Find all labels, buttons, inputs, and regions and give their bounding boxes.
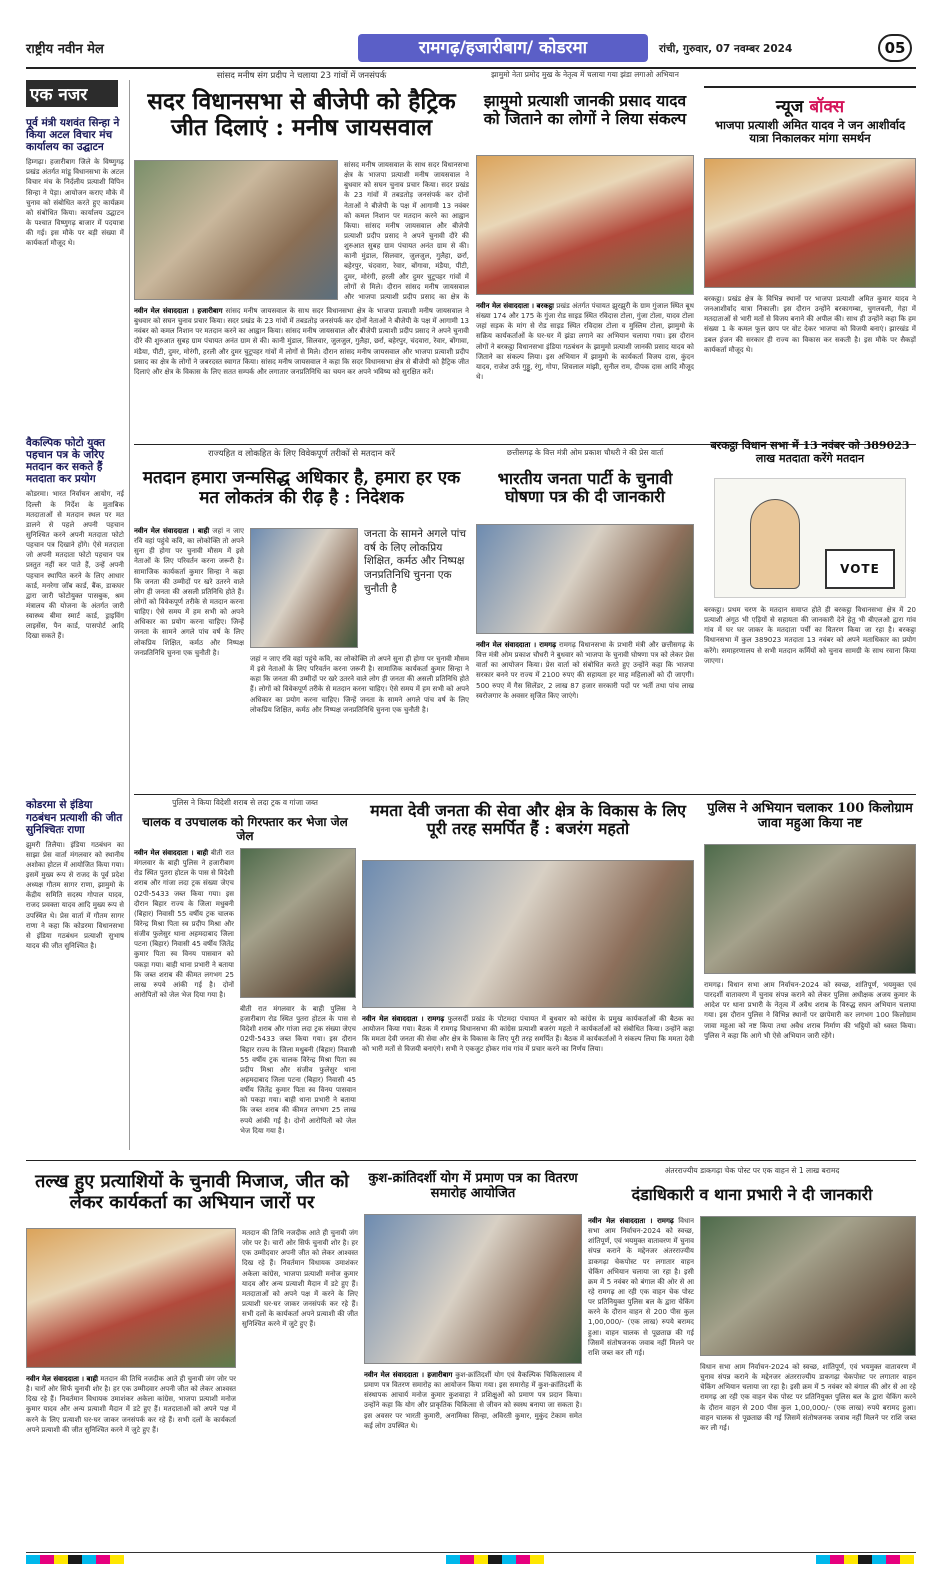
story10-dateline: नवीन मेल संवाददाता । रामगढ़	[588, 1217, 674, 1225]
story9-dateline: नवीन मेल संवाददाता । हजारीबाग	[364, 1371, 453, 1379]
brief2-title: वैकल्पिक फोटो युक्त पहचान पत्र के जरिए मतदान कर सकते हैं मतदाता कर प्रयोग	[26, 437, 105, 486]
ballot-box	[825, 549, 895, 589]
registration-swatch	[110, 1555, 124, 1564]
brief3-body: झुमरी तिलैया। इंडिया गठबंधन का साझा प्रेस वार्ता मंगलवार को स्थानीय अशोका होटल में आयोजित किया गया। इसमें मुख्य रूप से राजद के पूर्व प्रदेश अध्यक्ष गौतम सागर राणा, झामुमो के केंद्रीय समिति सदस्य गोपाल यादव, राजद प्रवक्ता यादव आदि मुख्य रूप से उपस्थित थे। प्रेस वार्ता में गौतम सागर राणा ने कहा कि कोडरमा विधानसभा से इंडिया गठबंधन प्रत्याशी सुभाष यादव की जीत सुनिश्चित है।	[26, 840, 124, 951]
voter-figure	[750, 499, 800, 589]
story4	[476, 448, 694, 788]
story2	[476, 70, 694, 440]
story10-photo	[700, 1216, 916, 1356]
story5-body: बीती रात मंगलवार के बाही पुलिस ने हजारीबाग रोड स्थित पुतरा होटल के पास से विदेशी शराब और गांजा लदा ट्रक संख्या जेएच 02पी-5433 जब्त किया गया। इस दौरान बिहार राज्य के जिला मधुबनी (बिहार) निवासी 55 वर्षीय ट्रक चालक विरेन्द्र मिश्रा पिता स्व प्रदीप मिश्रा और संजीव फुलेसुर थाना अहमदाबाद जिला पटना (बिहार) निवासी 45 वर्षीय जितेंद्र कुमार पिता स्व विनय पासवान को पकड़ा गया। बाही थाना प्रभारी ने बताया कि जब्त शराब की कीमत लगभग 25 लाख रुपये आंकी गई है। दोनों आरोपितों को जेल भेज दिया गया है।	[134, 849, 234, 999]
story8-body-right	[242, 1228, 358, 1544]
brief1-title: पूर्व मंत्री यशवंत सिन्हा ने किया अटल विचार मंच कार्यालय का उद्घाटन	[26, 117, 120, 154]
vote-label: VOTE	[840, 562, 880, 576]
story7-photo	[704, 844, 916, 974]
registration-swatch	[858, 1555, 872, 1564]
story1-photo	[134, 160, 338, 300]
story6-headline: ममता देवी जनता की सेवा और क्षेत्र के विकास के लिए पूरी तरह समर्पित हैं : बजरंग महतो	[370, 801, 686, 839]
story3-headline: मतदान हमारा जन्मसिद्ध अधिकार है, हमारा हर एक मत लोकतंत्र की रीढ़ है : निदेशक	[142, 468, 461, 508]
story2-photo	[476, 155, 694, 295]
story6-photo	[362, 860, 694, 1008]
story4-body: रामगढ़ विधानसभा के प्रभारी मंत्री और छत्तीसगढ़ के वित्त मंत्री ओम प्रकाश चौधरी ने बुधवार को भाजपा के चुनावी घोषणा पत्र को लेकर प्रेस वार्ता का आयोजन किया। प्रेस वार्ता को संबोधित करते हुए उन्होंने कहा कि भाजपा सरकार बनने पर राज्य में 2100 रुपए की सहायता हर माह महिलाओं को दी जाएगी। 500 रुपए में गैस सिलेंडर, 2 लाख 87 हजार सरकारी पदों पर भर्ती तथा पांच लाख स्वरोजगार के अवसर सृजित किए जाएंगे।	[476, 641, 694, 700]
registration-swatch	[872, 1555, 886, 1564]
news-box-photo	[704, 158, 916, 288]
story3-kicker: राज्यहित व लोकहित के लिए विवेकपूर्ण तरीकों से मतदान करें	[208, 449, 395, 459]
vote-illustration	[714, 478, 906, 598]
story1	[134, 70, 469, 440]
story1-headline: सदर विधानसभा से बीजेपी को हैट्रिक जीत दिलाएं : मनीष जायसवाल	[147, 88, 456, 142]
left-column	[26, 80, 124, 1160]
story9-body-box	[364, 1370, 582, 1544]
story4-headline: भारतीय जनता पार्टी के चुनावी घोषणा पत्र की दी जानकारी	[497, 469, 673, 507]
color-registration-right	[816, 1555, 914, 1564]
registration-swatch	[40, 1555, 54, 1564]
story1-body: सांसद मनीष जायसवाल के साथ सदर विधानसभा क्षेत्र के भाजपा प्रत्याशी मनीष जायसवाल ने बुधवार को सघन चुनाव प्रचार किया। सदर प्रखंड के 23 गांवों में तबडतोड़ जनसंपर्क कर दोनों नेताओं ने बीजेपी के पक्ष में आगामी 13 नवंबर को कमल निशान पर मतदान करने का आह्वान किया। सांसद मनीष जायसवाल और बीजेपी प्रत्याशी प्रदीप प्रसाद ने अपने चुनावी दौरे की शुरुआत सुबह ग्राम पंचायत अनंत ग्राम से की। कानी मुंडाल, सिलवार, जुलजुल, गुलैहा, छर्रा, बहेरपुर, चंदवारा, रेवार, बोंगावा, मंडैया, पीटी, दुमर, मोरंगी, हरली और दुमर चुटूपहर गांवों में लोगों से मिले। दौरान सांसद मनीष जायसवाल और भाजपा प्रत्याशी प्रदीप प्रसाद का क्षेत्र के लोगों ने जबरदस्त स्वागत किया। सांसद मनीष जायसवाल ने कहा कि सदर विधानसभा क्षेत्र से बीजेपी को हैट्रिक जीत दिलाएं और क्षेत्र के विकास के लिए सतत सम्पर्क और लगातार जनप्रतिनिधि का चयन कर अपने भविष्य को सुरक्षित करें।	[134, 307, 469, 376]
story2-body-box	[476, 301, 694, 436]
story5	[134, 798, 356, 1156]
registration-swatch	[474, 1555, 488, 1564]
story4-kicker: छत्तीसगढ़ के वित्त मंत्री ओम प्रकाश चौधरी ने की प्रेस वार्ता	[506, 448, 664, 457]
story4-photo	[476, 524, 694, 634]
registration-swatch	[516, 1555, 530, 1564]
registration-swatch	[530, 1555, 544, 1564]
story3-body: जहां न जाए रवि वहां पहुंचे कवि, का लोकोक्ति तो अपने सुना ही होगा पर चुनावी मौसम में इसे नेताओं के लिए परिवर्तन करना जरूरी है। सामाजिक कार्यकर्ता कुमार सिन्हा ने कहा कि जनता की उम्मीदों पर खरे उतरने वाले लोग ही जनता की असली प्रतिनिधि होते हैं। लोगों को विवेकपूर्ण तरीके से मतदान करना चाहिए। ऐसे समय में हम सभी को अपने अधिकार का प्रयोग करना चाहिए। जिन्हें जनता के सामने अगले पांच वर्ष के लिए लोकप्रिय शिक्षित, कर्मठ और निष्पक्ष जनप्रतिनिधि चुनना एक चुनौती है।	[134, 527, 244, 657]
story2-body: प्रखंड अंतर्गत पंचायत झुरझुरी के ग्राम गुंजाल स्थित बूथ संख्या 174 और 175 के गुंजा रोड साइड स्थित रविदास टोला, गुंजा टोला, यादव टोला जहां सड़क के मांग से रोड साइड स्थित रविदास टोला व मुस्लिम टोला, झामुमो के सक्रिय कार्यकर्ताओं के घर-घर में झंडा लगाने का अभियान चलाया गया। इस दौरान लोगों ने बरकट्ठा विधानसभा इंडिया गठबंधन के झामुमो प्रत्याशी जानकी प्रसाद यादव को जिताने का संकल्प लिया। इस अभियान में झामुमो के कार्यकर्ता विजय दास, कुंदन यादव, राजेश उर्फ गुड्डू, रंगु, गोपा, शिवलाल मांझी, सुनील राम, दीपक दास आदि मौजूद थे।	[476, 302, 694, 381]
story5-body-box	[134, 848, 234, 1153]
registration-swatch	[460, 1555, 474, 1564]
ek-nazar-label: एक नजर	[26, 80, 118, 107]
news-box	[704, 86, 916, 436]
story6-dateline: नवीन मेल संवाददाता । रामगढ़	[362, 1015, 445, 1023]
row4-rule	[26, 1160, 916, 1161]
story1-body-continued: सांसद मनीष जायसवाल के साथ सदर विधानसभा क्षेत्र के भाजपा प्रत्याशी मनीष जायसवाल ने बुधवार को सघन चुनाव प्रचार किया। सदर प्रखंड के 23 गांवों में तबडतोड़ जनसंपर्क कर दोनों नेताओं ने बीजेपी के पक्ष में आगामी 13 नवंबर को कमल निशान पर मतदान करने का आह्वान किया। सांसद मनीष जायसवाल और बीजेपी प्रत्याशी प्रदीप प्रसाद ने अपने चुनावी दौरे की शुरुआत सुबह ग्राम पंचायत अनंत ग्राम से की। कानी मुंडाल, सिलवार, जुलजुल, गुलैहा, छर्रा, बहेरपुर, चंदवारा, रेवार, बोंगावा, मंडैया, पीटी, दुमर, मोरंगी, हरली और दुमर चुटूपहर गांवों में लोगों से मिले। दौरान सांसद मनीष जायसवाल और भाजपा प्रत्याशी प्रदीप प्रसाद का क्षेत्र के	[344, 161, 469, 300]
registration-swatch	[816, 1555, 830, 1564]
story10-body-lower	[700, 1362, 916, 1544]
footer-bar	[26, 1552, 916, 1564]
masthead	[26, 34, 916, 64]
story7-headline: पुलिस ने अभियान चलाकर 100 किलोग्राम जावा महुआ किया नष्ट	[707, 801, 913, 831]
date-line: रांची, गुरुवार, 07 नवम्बर 2024	[659, 43, 793, 55]
story10-headline: दंडाधिकारी व थाना प्रभारी ने दी जानकारी	[631, 1185, 873, 1204]
registration-swatch	[54, 1555, 68, 1564]
pull-quote-text: जनता के सामने अगले पांच वर्ष के लिए लोकप्रिय शिक्षित, कर्मठ और निष्पक्ष जनप्रतिनिधि चुनना एक चुनौती है	[364, 528, 467, 595]
story2-dateline: नवीन मेल संवाददाता । बरकट्ठा	[476, 302, 554, 310]
story3-body-lower	[250, 654, 469, 786]
vote-story-body: बरकट्ठा। प्रथम चरण के मतदान समाप्त होते ही बरकट्ठा विधानसभा क्षेत्र में 20 प्रत्याशी अंगूठ भी एड़ियों से सहायता की जानकारी देने हेतु भी बीएलओ द्वारा गांव गांव में घर घर जाकर के मतदाता पर्ची का वितरण किया जा रहा है। बरकट्ठा विधानसभा में कुल 389023 मतदाता 13 नवंबर को अपने मताधिकार का प्रयोग करेंगे। समाहरणालय से सभी मतदान कर्मियों को चुनाव सामग्री के साथ रवाना किया जाएगा।	[704, 606, 916, 665]
story10-body-continued: विधान सभा आम निर्वाचन-2024 को स्वच्छ, शांतिपूर्ण, एवं भयमुक्त वातावरण में चुनाव संपन्न कराने के मद्देनजर अंतरराज्यीय डाकगढ़ा चेकपोस्ट पर लगातार वाहन चेकिंग अभियान चलाया जा रहा है। इसी क्रम में 5 नवंबर को बंगाल की ओर से आ रहे रामगढ़ आ रही एक वाहन चेक पोस्ट पर प्रतिनियुक्त पुलिस बल के द्वारा चेकिंग करने के दौरान वाहन से 200 पीस कुल 1,00,000/- (एक लाख) रुपये बरामद हुआ। वाहन चालक से पूछताछ की गई जिसमें संतोषजनक जवाब नहीं मिलने पर राशि जब्त कर ली गई।	[700, 1363, 916, 1432]
page-number: 05	[878, 34, 912, 62]
news-box-label-part1: न्यूज	[775, 97, 804, 117]
story5-photo	[240, 848, 356, 998]
registration-swatch	[82, 1555, 96, 1564]
color-registration-center	[446, 1555, 544, 1564]
registration-swatch	[488, 1555, 502, 1564]
registration-swatch	[844, 1555, 858, 1564]
story5-dateline: नवीन मेल संवाददाता । बाही	[134, 849, 209, 857]
story1-body-col3	[344, 160, 469, 300]
story8	[26, 1166, 358, 1546]
story3-body-continued: जहां न जाए रवि वहां पहुंचे कवि, का लोकोक्ति तो अपने सुना ही होगा पर चुनावी मौसम में इसे नेताओं के लिए परिवर्तन करना जरूरी है। सामाजिक कार्यकर्ता कुमार सिन्हा ने कहा कि जनता की उम्मीदों पर खरे उतरने वाले लोग ही जनता की असली प्रतिनिधि होते हैं। लोगों को विवेकपूर्ण तरीके से मतदान करना चाहिए। ऐसे समय में हम सभी को अपने अधिकार का प्रयोग करना चाहिए। जिन्हें जनता के सामने अगले पांच वर्ष के लिए लोकप्रिय शिक्षित, कर्मठ और निष्पक्ष जनप्रतिनिधि चुनना एक चुनौती है।	[250, 655, 469, 714]
vote-story-headline: बरकट्ठा विधान सभा में 13 नवंबर को 389023 लाख मतदाता करेंगे मतदान	[710, 439, 910, 465]
story5-kicker: पुलिस ने किया विदेशी शराब से लदा ट्रक व गांजा जब्त	[172, 798, 318, 807]
story1-body-main	[134, 306, 469, 436]
story8-body: मतदान की तिथि नजदीक आते ही चुनावी जंग जोर पर है। चारों ओर सिर्फ चुनावी शोर है। हर एक उम्मीदवार अपनी जीत को लेकर आश्वस्त दिख रहे हैं। निवर्तमान विधायक उमाशंकर अकेला कांग्रेस, भाजपा प्रत्याशी मनोज कुमार यादव और अन्य प्रत्याशी मैदान में डटे हुए हैं। मतदाताओं को अपने पक्ष में करने के लिए प्रत्याशी घर-घर जाकर जनसंपर्क कर रहे हैं। सभी दलों के कार्यकर्ता अपने प्रत्याशी की जीत सुनिश्चित करने में जुटे हुए हैं।	[26, 1375, 236, 1434]
story7-body: रामगढ़। विधान सभा आम निर्वाचन-2024 को स्वच्छ, शांतिपूर्ण, भयमुक्त एवं पारदर्शी वातावरण में चुनाव संपन्न कराने को लेकर पुलिस अधीक्षक अजय कुमार के आदेश पर थाना प्रभारी के नेतृत्व में अवैध शराब के विरुद्ध सघन अभियान चलाया गया। इस दौरान पुलिस ने विभिन्न स्थानों पर छापेमारी कर लगभग 100 किलोग्राम जावा महुआ को नष्ट किया तथा अवैध शराब निर्माण की भट्ठियों को ध्वस्त किया। पुलिस ने कहा कि आगे भी ऐसे अभियान जारी रहेंगे।	[704, 981, 916, 1040]
story6-body: फुलसर्दी प्रखंड के पोटमदा पंचायत में बुधवार को कांग्रेस के प्रमुख कार्यकर्ताओं की बैठक का आयोजन किया गया। बैठक में रामगढ़ विधानसभा की कांग्रेस प्रत्याशी बजरंग महतो ने कार्यकर्ताओं को संबोधित किया। उन्होंने कहा कि ममता देवी जनता की सेवा और क्षेत्र के विकास के लिए पूरी तरह समर्पित हैं। बैठक में कार्यकर्ताओं ने संकल्प लिया कि ममता देवी को भारी मतों से विजयी बनाएंगे। सभी ने एकजुट होकर गांव गांव में प्रचार करने का निर्णय लिया।	[362, 1015, 694, 1054]
story1-kicker: सांसद मनीष संग प्रदीप ने चलाया 23 गांवों में जनसंपर्क	[216, 71, 387, 81]
section-title: रामगढ़/हजारीबाग/ कोडरमा	[418, 38, 588, 58]
story10-kicker: अंतरराज्यीय डाकगढ़ा चेक पोस्ट पर एक वाहन से 1 लाख बरामद	[664, 1166, 840, 1175]
story6-body-box	[362, 1014, 694, 1154]
brief3-title: कोडरमा से इंडिया गठबंधन प्रत्याशी की जीत सुनिश्चितः राणा	[26, 799, 123, 836]
registration-swatch	[502, 1555, 516, 1564]
story10-body-box	[588, 1216, 694, 1544]
story3	[134, 448, 469, 788]
registration-swatch	[26, 1555, 40, 1564]
registration-swatch	[96, 1555, 110, 1564]
registration-swatch	[446, 1555, 460, 1564]
story5-body-lower	[240, 1004, 356, 1153]
story5-body-continued: बीती रात मंगलवार के बाही पुलिस ने हजारीबाग रोड स्थित पुतरा होटल के पास से विदेशी शराब और गांजा लदा ट्रक संख्या जेएच 02पी-5433 जब्त किया गया। इस दौरान बिहार राज्य के जिला मधुबनी (बिहार) निवासी 55 वर्षीय ट्रक चालक विरेन्द्र मिश्रा पिता स्व प्रदीप मिश्रा और संजीव फुलेसुर थाना अहमदाबाद जिला पटना (बिहार) निवासी 45 वर्षीय जितेंद्र कुमार पिता स्व विनय पासवान को पकड़ा गया। बाही थाना प्रभारी ने बताया कि जब्त शराब की कीमत लगभग 25 लाख रुपये आंकी गई है। दोनों आरोपितों को जेल भेज दिया गया है।	[240, 1005, 356, 1135]
story4-body-box	[476, 640, 694, 786]
brief2-body: कोडरमा। भारत निर्वाचन आयोग, नई दिल्ली के निर्देश के मुताबिक मतदाताओं से मतदान स्थल पर मत डालने से पहले अपनी पहचान सुनिश्चित करने अपनी मतदाता फोटो पहचान पत्र दिखाने होंगे। ऐसे मतदाता जो अपनी मतदाता फोटो पहचान पत्र प्रस्तुत नहीं कर पाते हैं, उन्हें अपनी पहचान स्थापित करने के लिए आधार कार्ड, मनरेगा जॉब कार्ड, बैंक, डाकघर द्वारा जारी फोटोयुक्त पासबुक, श्रम मंत्रालय की योजना के अंतर्गत जारी स्वास्थ्य बीमा स्मार्ट कार्ड, ड्राइविंग लाइसेंस, पैन कार्ड, पासपोर्ट आदि दिखा सकते हैं।	[26, 490, 124, 641]
story8-body-continued: मतदान की तिथि नजदीक आते ही चुनावी जंग जोर पर है। चारों ओर सिर्फ चुनावी शोर है। हर एक उम्मीदवार अपनी जीत को लेकर आश्वस्त दिख रहे हैं। निवर्तमान विधायक उमाशंकर अकेला कांग्रेस, भाजपा प्रत्याशी मनोज कुमार यादव और अन्य प्रत्याशी मैदान में डटे हुए हैं। मतदाताओं को अपने पक्ष में करने के लिए प्रत्याशी घर-घर जाकर जनसंपर्क कर रहे हैं। सभी दलों के कार्यकर्ता अपने प्रत्याशी की जीत सुनिश्चित करने में जुटे हुए हैं।	[242, 1229, 358, 1329]
story5-headline: चालक व उपचालक को गिरफ्तार कर भेजा जेल जेल	[142, 815, 348, 843]
story2-kicker: झामुमो नेता प्रमोद मुख के नेतृत्व में चलाया गया झंडा लगाओ अभियान	[491, 70, 679, 79]
story3-body-box	[134, 526, 244, 786]
story8-dateline: नवीन मेल संवाददाता । बाही	[26, 1375, 98, 1383]
row3-rule	[134, 794, 916, 795]
story9-photo	[364, 1214, 582, 1364]
story1-dateline: नवीन मेल संवाददाता । हजारीबाग	[134, 307, 223, 315]
story10	[588, 1166, 916, 1546]
story4-dateline: नवीन मेल संवाददाता । रामगढ़	[476, 641, 557, 649]
paper-name: राष्ट्रीय नवीन मेल	[26, 42, 104, 57]
news-box-label	[704, 94, 916, 117]
story9-headline: कुश-क्रांतिदर्शी योग में प्रमाण पत्र का वितरण समारोह आयोजित	[368, 1171, 578, 1201]
registration-swatch	[900, 1555, 914, 1564]
column-divider	[129, 80, 130, 1150]
story10-body: विधान सभा आम निर्वाचन-2024 को स्वच्छ, शांतिपूर्ण, एवं भयमुक्त वातावरण में चुनाव संपन्न कराने के मद्देनजर अंतरराज्यीय डाकगढ़ा चेकपोस्ट पर लगातार वाहन चेकिंग अभियान चलाया जा रहा है। इसी क्रम में 5 नवंबर को बंगाल की ओर से आ रहे रामगढ़ आ रही एक वाहन चेक पोस्ट पर प्रतिनियुक्त पुलिस बल के द्वारा चेकिंग करने के दौरान वाहन से 200 पीस कुल 1,00,000/- (एक लाख) रुपये बरामद हुआ। वाहन चालक से पूछताछ की गई जिसमें संतोषजनक जवाब नहीं मिलने पर राशि जब्त कर ली गई।	[588, 1217, 694, 1357]
news-box-body: बरकट्ठा। प्रखंड क्षेत्र के विभिन्न स्थानों पर भाजपा प्रत्याशी अमित कुमार यादव ने जनआशीर्वाद यात्रा निकाली। इस दौरान उन्होंने बरकागम्बा, चुगलवली, गेहा में मतदाताओं से भारी मतों से विजय बनाने की अपील की। साथ ही उन्होंने कहा कि हम संख्या 1 के कमल फूल छाप पर वोट देकर भाजपा को विजयी बनाएं। झारखंड में डबल इंजन की सरकार ही राज्य का विकास कर सकती है। इस मौके पर सैकड़ों कार्यकर्ता मौजूद थे।	[704, 295, 916, 354]
registration-swatch	[886, 1555, 900, 1564]
story8-body-box	[26, 1374, 236, 1544]
story2-headline: झामुमो प्रत्याशी जानकी प्रसाद यादव को जिताने का लोगों ने लिया संकल्प	[483, 91, 687, 128]
story8-headline: तल्ख हुए प्रत्याशियों के चुनावी मिजाज, जीत को लेकर कार्यकर्ता का अभियान जारों पर	[35, 1171, 349, 1213]
vote-story	[704, 440, 916, 790]
story9	[364, 1166, 582, 1546]
story3-pull-quote	[364, 528, 469, 648]
story3-dateline: नवीन मेल संवाददाता । बाही	[134, 527, 210, 535]
story8-photo	[26, 1228, 236, 1368]
masthead-rule	[26, 67, 916, 69]
story6	[362, 798, 694, 1156]
color-registration-left	[26, 1555, 124, 1564]
story9-body: कुश-क्रांतिदर्शी योग एवं वैकल्पिक चिकित्सालय में प्रमाण पत्र वितरण समारोह का आयोजन किया गया। इस समारोह में कुश-क्रांतिदर्शी के संस्थापक आचार्य मनोज कुमार कुशवाहा ने प्रशिक्षुओं को प्रमाण पत्र प्रदान किया। उन्होंने कहा कि योग और प्राकृतिक चिकित्सा से जीवन को स्वस्थ बनाया जा सकता है। इस अवसर पर भारती कुमारी, अनामिका सिन्हा, अविरती कुमार, मुकुंद टेकाम समेत कई लोग उपस्थित थे।	[364, 1371, 582, 1430]
registration-swatch	[68, 1555, 82, 1564]
story3-portrait	[250, 528, 358, 648]
brief1-body: हिम्गढ़ा। हजारीबाग जिले के विष्णुगढ़ प्रखंड अंतर्गत मांडू विधानसभा के अटल विचार मंच के निर्दलीय प्रत्याशी विपिन सिन्हा ने पेड़ा। आयोजन कराए मौके में चुनाव को संबोधित करते हुए कार्यक्रम को संबोधित किया। कार्यालय उद्घाटन के पश्चात विष्णुगढ़ बाजार में पदयात्रा की गई। इस मौके पर बड़ी संख्या में कार्यकर्ता मौजूद थे।	[26, 158, 124, 248]
news-box-label-part2: बॉक्स	[809, 97, 845, 117]
story7	[704, 798, 916, 1156]
section-title-bar	[358, 34, 648, 62]
registration-swatch	[830, 1555, 844, 1564]
news-box-headline: भाजपा प्रत्याशी अमित यादव ने जन आशीर्वाद यात्रा निकालकर मांगा समर्थन	[714, 118, 906, 146]
